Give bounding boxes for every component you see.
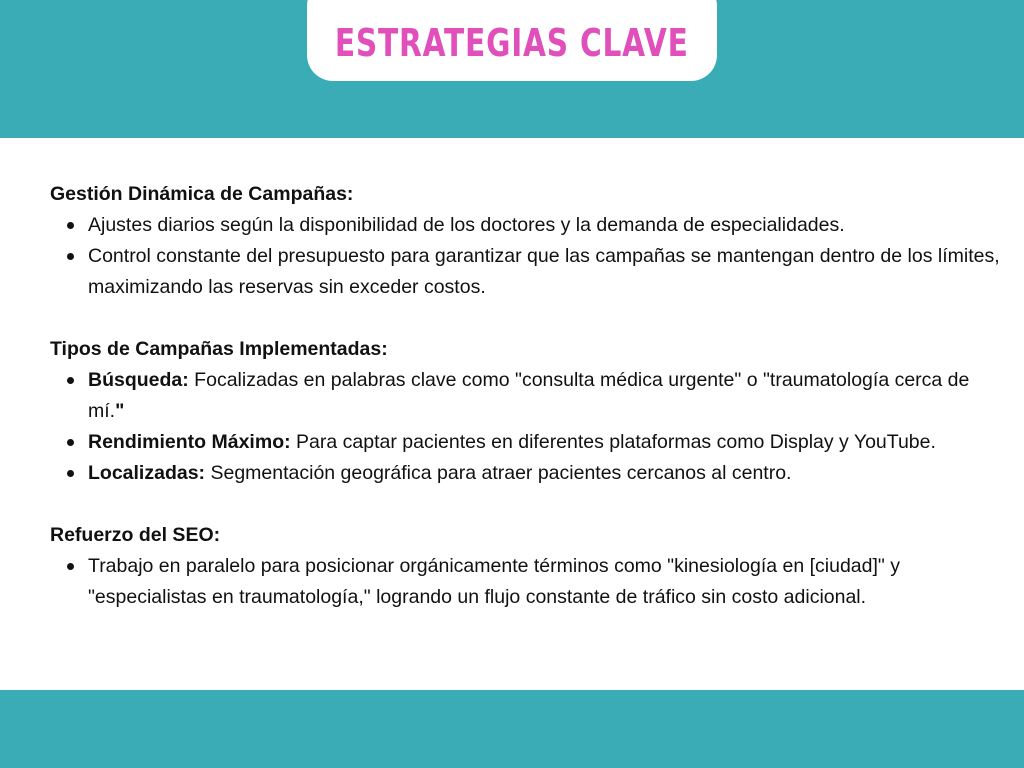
title-tab xyxy=(307,0,717,81)
section-heading: Tipos de Campañas Implementadas: xyxy=(50,338,388,360)
section-gestion xyxy=(50,179,1010,303)
list-item xyxy=(50,365,1010,427)
item-label: Localizadas: xyxy=(88,462,206,484)
list-item xyxy=(50,458,1010,489)
item-text: Focalizadas en palabras clave como "consulta médica urgente" o "traumatología cerca de mí. xyxy=(88,369,970,422)
bullet-list xyxy=(50,210,1010,303)
item-text: Control constante del presupuesto para garantizar que las campañas se mantengan dentro de los límites, maximizando las reservas sin exceder costos. xyxy=(88,245,1000,298)
item-label: Búsqueda: xyxy=(88,369,189,391)
bullet-icon xyxy=(67,222,74,229)
bullet-icon xyxy=(67,377,74,384)
content-area xyxy=(50,179,1010,613)
item-label: Rendimiento Máximo: xyxy=(88,431,291,453)
item-text: Trabajo en paralelo para posicionar orgánicamente términos como "kinesiología en [ciudad]" y "especialistas en traumatología," logrando un flujo constante de tráfico sin costo adicional. xyxy=(88,555,900,608)
list-item xyxy=(50,551,1010,613)
section-heading: Gestión Dinámica de Campañas: xyxy=(50,183,354,205)
footer-band xyxy=(0,690,1024,768)
bullet-icon xyxy=(67,563,74,570)
bullet-icon xyxy=(67,253,74,260)
page-title: ESTRATEGIAS CLAVE xyxy=(335,21,689,65)
list-item xyxy=(50,210,1010,241)
item-text: Para captar pacientes en diferentes plataformas como Display y YouTube. xyxy=(290,431,936,453)
bullet-icon xyxy=(67,470,74,477)
bullet-list xyxy=(50,365,1010,489)
section-tipos xyxy=(50,334,1010,489)
item-text: Ajustes diarios según la disponibilidad de los doctores y la demanda de especialidades. xyxy=(88,214,845,236)
bullet-list xyxy=(50,551,1010,613)
section-heading: Refuerzo del SEO: xyxy=(50,524,221,546)
bullet-icon xyxy=(67,439,74,446)
list-item xyxy=(50,241,1010,303)
item-text: Segmentación geográfica para atraer pacientes cercanos al centro. xyxy=(205,462,792,484)
item-tail: " xyxy=(115,400,125,422)
list-item xyxy=(50,427,1010,458)
section-seo xyxy=(50,520,1010,613)
